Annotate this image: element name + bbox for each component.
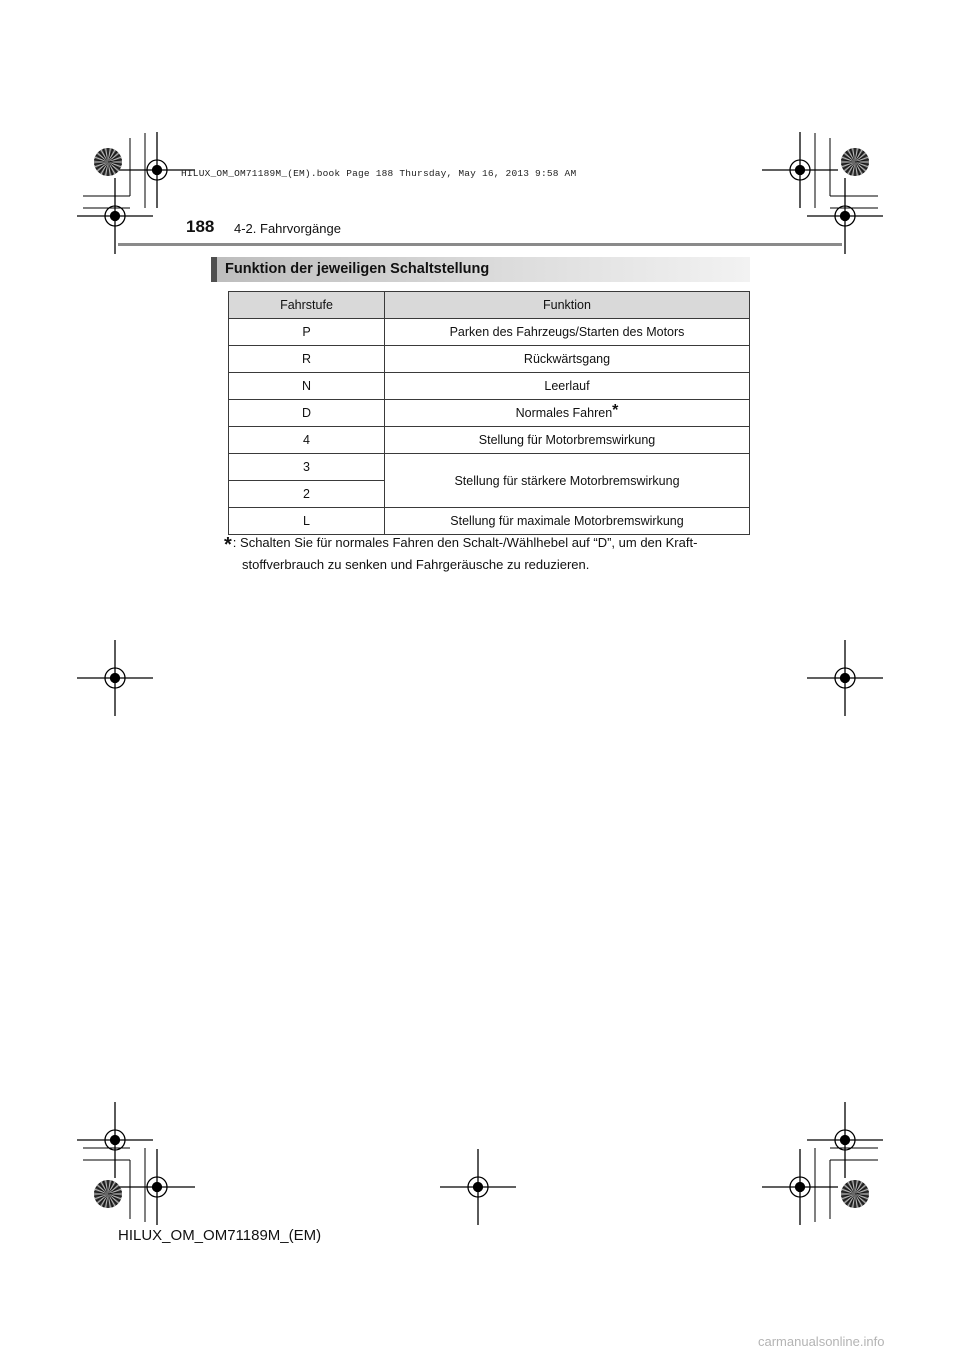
stage-cell: 4 [229,427,385,454]
table-row [229,346,750,373]
document-code: HILUX_OM_OM71189M_(EM) [118,1227,322,1244]
footnote-mark: * [224,534,232,556]
stage-cell: 3 [229,454,385,481]
registration-star-icon [841,148,869,176]
registration-target-icon [440,1149,516,1225]
function-text: Normales Fahren [515,406,613,420]
section-heading-bar [211,257,750,282]
footnote-text-2: stoffverbrauch zu senken und Fahrgeräusche zu reduzieren. [242,557,590,572]
registration-target-icon [77,1102,153,1178]
stage-cell: R [229,346,385,373]
column-header-function: Funktion [385,292,750,319]
function-cell: Rückwärtsgang [385,346,750,373]
print-info-line: HILUX_OM_OM71189M_(EM).book Page 188 Thursday, May 16, 2013 9:58 AM [181,168,577,179]
function-cell: Leerlauf [385,373,750,400]
table-header-row [229,292,750,319]
function-cell [385,400,750,427]
registration-target-icon [762,1149,838,1225]
header-rule [118,243,842,246]
registration-star-icon [94,1180,122,1208]
watermark: carmanualsonline.info [758,1334,885,1349]
shift-position-table [228,291,750,535]
function-cell: Stellung für Motorbremswirkung [385,427,750,454]
registration-target-icon [807,1102,883,1178]
page-number: 188 [186,217,215,236]
column-header-stage: Fahrstufe [229,292,385,319]
footnote-reference: * [612,402,619,419]
table-row [229,400,750,427]
table-row [229,427,750,454]
stage-cell: D [229,400,385,427]
table-row [229,508,750,535]
footnote-line-1 [224,533,751,555]
table-row [229,454,750,481]
stage-cell: L [229,508,385,535]
footnote [224,533,751,574]
table-row [229,319,750,346]
stage-cell: N [229,373,385,400]
function-cell: Parken des Fahrzeugs/Starten des Motors [385,319,750,346]
registration-star-icon [94,148,122,176]
function-cell-merged: Stellung für stärkere Motorbremswirkung [385,454,750,508]
registration-star-icon [841,1180,869,1208]
registration-target-icon [77,640,153,716]
table-row [229,373,750,400]
section-marker [211,257,217,282]
stage-cell: 2 [229,481,385,508]
function-cell: Stellung für maximale Motorbremswirkung [385,508,750,535]
chapter-title: 4-2. Fahrvorgänge [234,221,341,236]
footnote-text-1: : Schalten Sie für normales Fahren den Schalt-/Wählhebel auf “D”, um den Kraft- [232,535,698,550]
section-title: Funktion der jeweiligen Schaltstellung [225,261,490,277]
registration-target-icon [807,640,883,716]
stage-cell: P [229,319,385,346]
registration-target-icon [762,132,838,208]
